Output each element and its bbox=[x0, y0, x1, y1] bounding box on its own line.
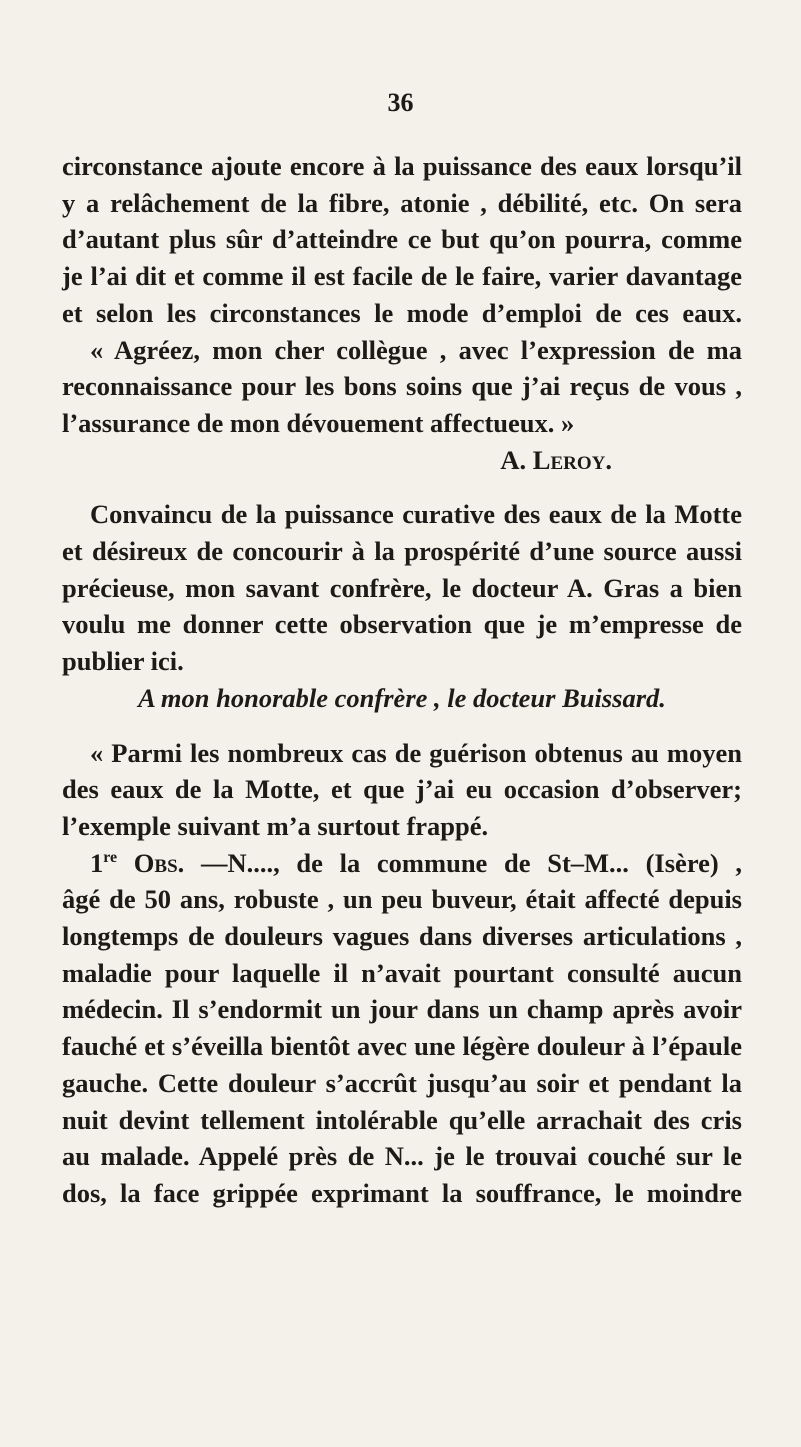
paragraph-2 bbox=[62, 332, 742, 442]
observation-line bbox=[62, 845, 742, 882]
spacer bbox=[62, 478, 742, 496]
paragraph-5 bbox=[62, 845, 742, 1212]
text-line: l’assurance de mon dévouement affectueux. » bbox=[62, 407, 575, 438]
text-line: « Parmi les nombreux cas de guérison obtenus au moyen bbox=[90, 737, 742, 768]
letter-heading: A mon honorable confrère , le docteur Buissard. bbox=[138, 682, 666, 713]
text-line: y a relâchement de la fibre, atonie , débilité, etc. On sera bbox=[62, 187, 742, 218]
text-line: circonstance ajoute encore à la puissance des eaux lorsqu’il bbox=[62, 151, 742, 181]
text-line: fauché et s’éveilla bientôt avec une légère douleur à l’épaule bbox=[62, 1031, 742, 1062]
paragraph-3 bbox=[62, 496, 742, 680]
text-line: nuit devint tellement intolérable qu’elle arrachait des cris bbox=[62, 1104, 742, 1135]
text-line: des eaux de la Motte, et que j’ai eu occasion d’observer; bbox=[62, 774, 742, 805]
paragraph-4 bbox=[62, 735, 742, 845]
obs-sup: re bbox=[103, 848, 118, 866]
text-line: médecin. Il s’endormit un jour dans un champ après avoir bbox=[62, 994, 742, 1025]
text-line: longtemps de douleurs vagues dans diverses articulations , bbox=[62, 921, 742, 952]
obs-rest: —N...., de la commune de St–M... (Isère) , bbox=[184, 847, 743, 878]
text-line: dos, la face grippée exprimant la souffrance, le moindre bbox=[62, 1177, 742, 1208]
text-line: précieuse, mon savant confrère, le docteur A. Gras a bien bbox=[62, 572, 742, 603]
text-line: « Agréez, mon cher collègue , avec l’expression de ma bbox=[90, 334, 742, 365]
text-line: âgé de 50 ans, robuste , un peu buveur, était affecté depuis bbox=[62, 884, 742, 915]
text-line: voulu me donner cette observation que je m’empresse de bbox=[62, 609, 742, 640]
text-line: Convaincu de la puissance curative des eaux de la Motte bbox=[90, 499, 742, 530]
text-line: je l’ai dit et comme il est facile de le faire, varier davantage bbox=[62, 261, 742, 292]
text-line: maladie pour laquelle il n’avait pourtant consulté aucun bbox=[62, 957, 742, 988]
spacer bbox=[62, 717, 742, 735]
text-line: publier ici. bbox=[62, 646, 184, 677]
obs-label: Obs. bbox=[133, 847, 185, 878]
text-line: gauche. Cette douleur s’accrût jusqu’au soir et pendant la bbox=[62, 1067, 742, 1098]
text-line: et selon les circonstances le mode d’emploi de ces eaux. bbox=[62, 297, 742, 328]
body-text bbox=[62, 148, 742, 1212]
page-number: 36 bbox=[387, 88, 414, 117]
text-line: reconnaissance pour les bons soins que j’ai reçus de vous , bbox=[62, 371, 742, 402]
signature: A. Leroy. bbox=[500, 444, 612, 475]
text-line: l’exemple suivant m’a surtout frappé. bbox=[62, 810, 489, 841]
obs-number: 1 bbox=[90, 847, 104, 878]
text-line: d’autant plus sûr d’atteindre ce but qu’on pourra, comme bbox=[62, 224, 742, 255]
text-line: au malade. Appelé près de N... je le trouvai couché sur le bbox=[62, 1141, 742, 1172]
text-line: et désireux de concourir à la prospérité d’une source aussi bbox=[62, 536, 742, 567]
paragraph-1 bbox=[62, 148, 742, 332]
